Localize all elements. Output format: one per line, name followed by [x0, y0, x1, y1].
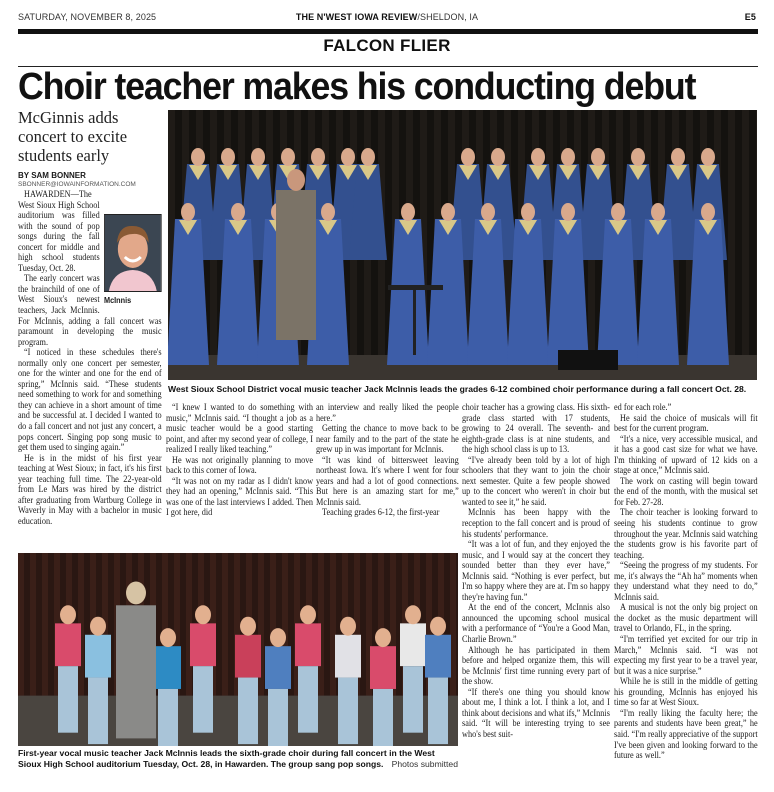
student-jeans [268, 689, 288, 746]
article-column-3 [316, 403, 459, 519]
article-column-5 [614, 403, 758, 762]
student-head [340, 617, 356, 636]
singer-head [591, 148, 605, 166]
singer-head [221, 148, 235, 166]
singer-head [611, 203, 625, 221]
top-rule [18, 29, 758, 34]
byline: BY SAM BONNER [18, 171, 86, 180]
singer-head [231, 203, 245, 221]
article-column-4 [462, 403, 610, 741]
article-paragraph: “Seeing the progress of my students. For me, it's always the “Ah ha” moments when they understand what they need to do,” McInnis said. [614, 560, 758, 603]
singer-head [671, 148, 685, 166]
article-column-2 [166, 403, 313, 519]
student-head [160, 628, 176, 647]
singer-head [191, 148, 205, 166]
stage-monitor [558, 350, 618, 370]
student-head [375, 628, 391, 647]
student-head [60, 605, 76, 624]
article-paragraph: Teaching grades 6-12, the first-year [322, 507, 440, 519]
student-shirt [85, 635, 111, 678]
article-paragraph: “I'm terrified yet excited for our trip in March,” McInnis said. “I was not expecting my first year to be a travel year, but it was a nice surprise.” [614, 634, 758, 677]
curtain-fold [222, 553, 228, 696]
folio-paper [0, 12, 774, 22]
singer-head [631, 148, 645, 166]
student-shirt [295, 623, 321, 666]
singer-head [561, 203, 575, 221]
singer-head [561, 148, 575, 166]
curtain-fold [18, 553, 24, 696]
singer-head [251, 148, 265, 166]
article-paragraph: The early concert was the brainchild of one of West Sioux's newest teachers, Jack McInnis. For McInnis, adding a fall concert was paramount in developing the music program. [18, 273, 162, 348]
singer-head [311, 148, 325, 166]
article-paragraph: Although he has participated in them before and helped organize them, this will be McInnis' first time running every part of the show. [462, 644, 610, 688]
conductor-head [126, 582, 146, 605]
singer-head [281, 148, 295, 166]
curtain-fold [742, 110, 749, 380]
section-title: FALCON FLIER [323, 36, 451, 55]
singer-head [651, 203, 665, 221]
student-head [270, 628, 286, 647]
article-paragraph: He is in the midst of his first year teaching at West Sioux; in fact, it's his first year teaching full time. The 22-year-old from Le Mars was hired by the district after graduating from Wartburg College in Waverly in May with a bachelor in music education. [18, 452, 162, 527]
singer-head [341, 148, 355, 166]
singer-head [441, 203, 455, 221]
student-shirt [235, 635, 261, 678]
article-paragraph: HAWARDEN—The West Sioux High School auditorium was filled with the sound of pop songs during the fall concert for middle and high school students Tuesday, Oct. 28. [18, 189, 100, 274]
student-jeans [338, 678, 358, 745]
article-paragraph: He said the choice of musicals will fit best for the current program. [614, 412, 758, 435]
choir-photo [168, 110, 757, 380]
article-paragraph: “I noticed in these schedules there's normally only one concert per semester, one for the winter and one for the end of spring,” McInnis said. “These students need something to work for and something they can achieve in a short amount of time and be successful at. I decided I wanted to do a fall concert and not just any concert, a pops concert. Singing pop song music to get them used to singing again.” [18, 347, 162, 454]
singer-head [401, 203, 415, 221]
student-head [195, 605, 211, 624]
paper-location: /SHELDON, IA [417, 12, 479, 22]
conductor-head [287, 169, 305, 191]
article-paragraph: “It was kind of bittersweet leaving northeast Iowa. It's where I went for four years and had a lot of good connections. But here is an amazing start for me,” McInnis said. [316, 454, 459, 508]
column-body [18, 190, 162, 528]
singer-head [531, 148, 545, 166]
sixth-grade-choir-photo [18, 553, 458, 746]
student-shirt [190, 623, 216, 666]
article-paragraph: While he is still in the middle of getting his grounding, McInnis has enjoyed his time so far at West Sioux. [614, 676, 758, 709]
mugshot [104, 214, 162, 305]
article-paragraph: A musical is not the only big project on the docket as the music department will travel to Orlando, FL, in the spring. [614, 602, 758, 635]
student-jeans [158, 689, 178, 746]
student-shirt [335, 635, 361, 678]
student-head [430, 617, 446, 636]
student-shirt [425, 635, 451, 678]
music-stand-pole [413, 290, 416, 355]
conductor-body [276, 190, 316, 340]
student-head [90, 617, 106, 636]
article-paragraph: Getting the chance to move back to be near family and to the part of the state he grew up in was important for McInnis. [316, 423, 459, 456]
curtain-fold [728, 110, 735, 380]
singer-head [461, 148, 475, 166]
article-paragraph: The work on casting will begin toward the end of the month, with the musical set for Feb. 27-28. [614, 475, 758, 508]
singer-head [361, 148, 375, 166]
author-email[interactable]: SBONNER@IOWAINFORMATION.COM [18, 181, 136, 188]
singer-head [181, 203, 195, 221]
article-paragraph: choir teacher has a growing class. His sixth-grade class started with 17 students, growing to 24 overall. The seventh- and eighth-grade class is at nine students, and the high school class is up to 13. [462, 402, 610, 456]
article-paragraph: an interview and really liked the people here.” [316, 402, 459, 424]
student-jeans [298, 666, 318, 733]
music-stand [388, 285, 443, 290]
singer-head [521, 203, 535, 221]
photo-credit: Photos submitted [391, 759, 458, 769]
mugshot-caption: McInnis [104, 295, 132, 305]
folio-date: SATURDAY, NOVEMBER 8, 2025 [18, 12, 157, 22]
student-head [240, 617, 256, 636]
student-jeans [238, 678, 258, 745]
subhead: McGinnis adds concert to excite students early [18, 108, 128, 165]
student-shirt [400, 623, 426, 666]
singer-head [701, 203, 715, 221]
article-paragraph: “If there's one thing you should know about me, I think a lot. I think a lot, and I think about decisions and what ifs,” McInnis said. “It will be interesting trying to see who's best suit- [462, 686, 610, 740]
page-number: E5 [744, 12, 756, 22]
curtain-fold [756, 110, 757, 380]
student-shirt [155, 646, 181, 689]
article-paragraph: “I knew I wanted to do something with music,” McInnis said. “I thought a job as a music teacher would be a good starting point, and after my second year of college, I realized I really liked teaching.” [166, 402, 314, 456]
article-paragraph: ed for each role.” [614, 402, 672, 413]
student-jeans [403, 666, 423, 733]
article-paragraph: “It's a nice, very accessible musical, and it has a good cast size for what we have. I'm thinking of upward of 12 kids on a stage at once,” McInnis said. [614, 433, 758, 477]
curtain-fold [42, 553, 48, 696]
singer-head [481, 203, 495, 221]
article-paragraph: “It was a lot of fun, and they enjoyed the music, and I would say at the concert they sounded better than they ever have,” McInnis said. “Nothing is ever perfect, but I'm so happy where they are at. I'm so happy they're having fun.” [462, 539, 610, 603]
article-paragraph: “It was not on my radar as I didn't know they had an opening,” McInnis said. “This was one of the last interviews I added. Then I got here, did [166, 475, 314, 519]
photo-caption: West Sioux School District vocal music teacher Jack McInnis leads the grades 6-12 combined choir performance during a fall concert Oct. 28. [168, 384, 747, 394]
portrait-photo [104, 214, 162, 292]
student-shirt [370, 646, 396, 689]
student-jeans [88, 678, 108, 745]
student-jeans [373, 689, 393, 746]
student-shirt [55, 623, 81, 666]
article-paragraph: The choir teacher is looking forward to seeing his students continue to grow throughout the year. McInnis said watching the students grow is his favorite part of teaching. [614, 507, 758, 561]
singer-head [701, 148, 715, 166]
conductor-body [116, 605, 156, 738]
student-jeans [428, 678, 448, 745]
student-shirt [265, 646, 291, 689]
article-column-1 [18, 108, 162, 528]
article-paragraph: “I'm really liking the faculty here; the parents and students have been great,” he said. “I'm really appreciative of the support I've been given and looking forward to the future as well.” [614, 707, 758, 762]
singer-head [491, 148, 505, 166]
paper-name: THE N'WEST IOWA REVIEW [295, 12, 418, 22]
headline: Choir teacher makes his conducting debut [18, 66, 696, 108]
student-head [300, 605, 316, 624]
student-jeans [193, 666, 213, 733]
student-head [405, 605, 421, 624]
article-paragraph: He was not originally planning to move back to this corner of Iowa. [166, 454, 314, 477]
photo-caption-2 [18, 748, 458, 770]
student-jeans [58, 666, 78, 733]
curtain-fold [30, 553, 36, 696]
caption-text: First-year vocal music teacher Jack McInnis leads the sixth-grade choir during fall concert in the West Sioux High School auditorium Tuesday, Oct. 28, in Hawarden. The group sang pop songs. [18, 748, 435, 769]
article-paragraph: McInnis has been happy with the reception to the fall concert and is proud of his students' performance. [462, 507, 610, 540]
article-paragraph: “I've already been told by a lot of high schoolers that they want to join the choir next semester. Quite a few people showed up to the concert who weren't in choir but wanted to see it,” he said. [462, 454, 610, 508]
article-paragraph: At the end of the concert, McInnis also announced the upcoming school musical with a performance of “You're a Good Man, Charlie Brown.” [462, 602, 610, 646]
singer-head [321, 203, 335, 221]
